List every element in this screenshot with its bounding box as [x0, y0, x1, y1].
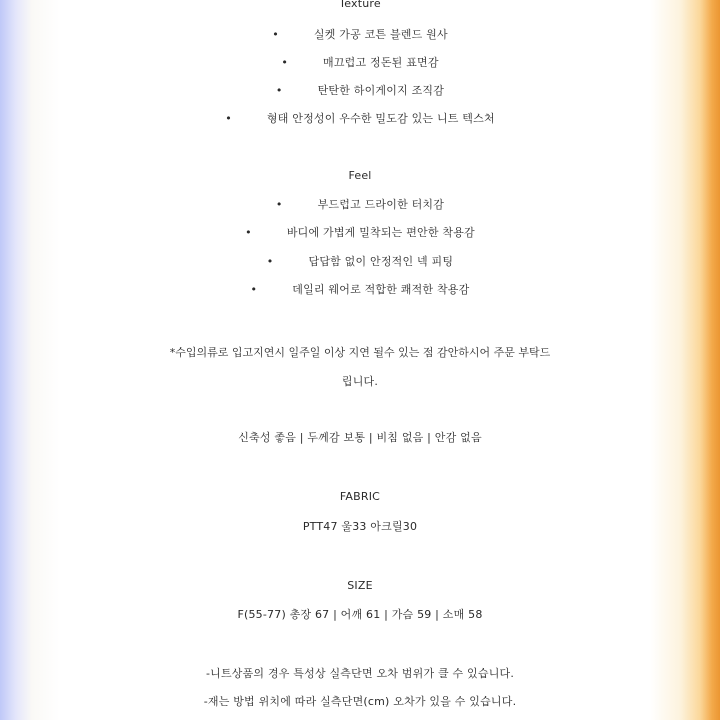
texture-heading: Texture: [339, 0, 381, 10]
feel-item: [0, 221, 720, 245]
disclaimer-line: -니트상품의 경우 특성상 실측단면 오차 범위가 클 수 있습니다.: [205, 667, 515, 680]
feel-item-text: 데일리 웨어로 적합한 쾌적한 착용감: [292, 283, 470, 296]
texture-item-text: 매끄럽고 정돈된 표면감: [323, 56, 439, 69]
bullet-icon: •: [275, 198, 283, 211]
feel-item-text: 바디에 가볍게 밀착되는 편안한 착용감: [286, 226, 475, 239]
texture-item: [0, 23, 720, 47]
feel-heading: Feel: [348, 169, 372, 182]
texture-item: [0, 79, 720, 103]
bullet-icon: •: [275, 84, 283, 97]
feel-item: [0, 193, 720, 217]
bullet-icon: •: [245, 226, 252, 239]
size-measurements: F(55-77) 총장 67 | 어깨 61 | 가슴 59 | 소매 58: [237, 608, 483, 621]
bullet-icon: •: [225, 112, 232, 125]
bullet-icon: •: [281, 56, 289, 69]
disclaimer-line: -재는 방법 위치에 따라 실측단면(cm) 오차가 있을 수 있습니다.: [203, 695, 517, 708]
feel-item: [0, 278, 720, 302]
import-notice-line: *수입의류로 입고지연시 일주일 이상 지연 될수 있는 점 감안하시어 주문 부탁드: [169, 346, 551, 359]
bullet-icon: •: [250, 283, 258, 296]
feel-item-text: 부드럽고 드라이한 터치감: [317, 198, 445, 211]
bullet-icon: •: [266, 255, 274, 268]
size-heading: SIZE: [347, 579, 373, 592]
texture-item-text: 실켓 가공 코튼 블렌드 원사: [313, 28, 448, 41]
import-notice-line: 립니다.: [341, 375, 379, 388]
bullet-icon: •: [272, 28, 279, 41]
texture-item: [0, 107, 720, 131]
fabric-properties: 신축성 좋음 | 두께감 보통 | 비침 없음 | 안감 없음: [238, 431, 482, 444]
feel-item: [0, 250, 720, 274]
fabric-heading: FABRIC: [339, 490, 381, 503]
texture-item: [0, 51, 720, 75]
fabric-composition: PTT47 울33 아크릴30: [302, 520, 418, 533]
texture-item-text: 탄탄한 하이게이지 조직감: [317, 84, 445, 97]
feel-item-text: 답답함 없이 안정적인 넥 피팅: [308, 255, 454, 268]
texture-item-text: 형태 안정성이 우수한 밀도감 있는 니트 텍스처: [266, 112, 495, 125]
